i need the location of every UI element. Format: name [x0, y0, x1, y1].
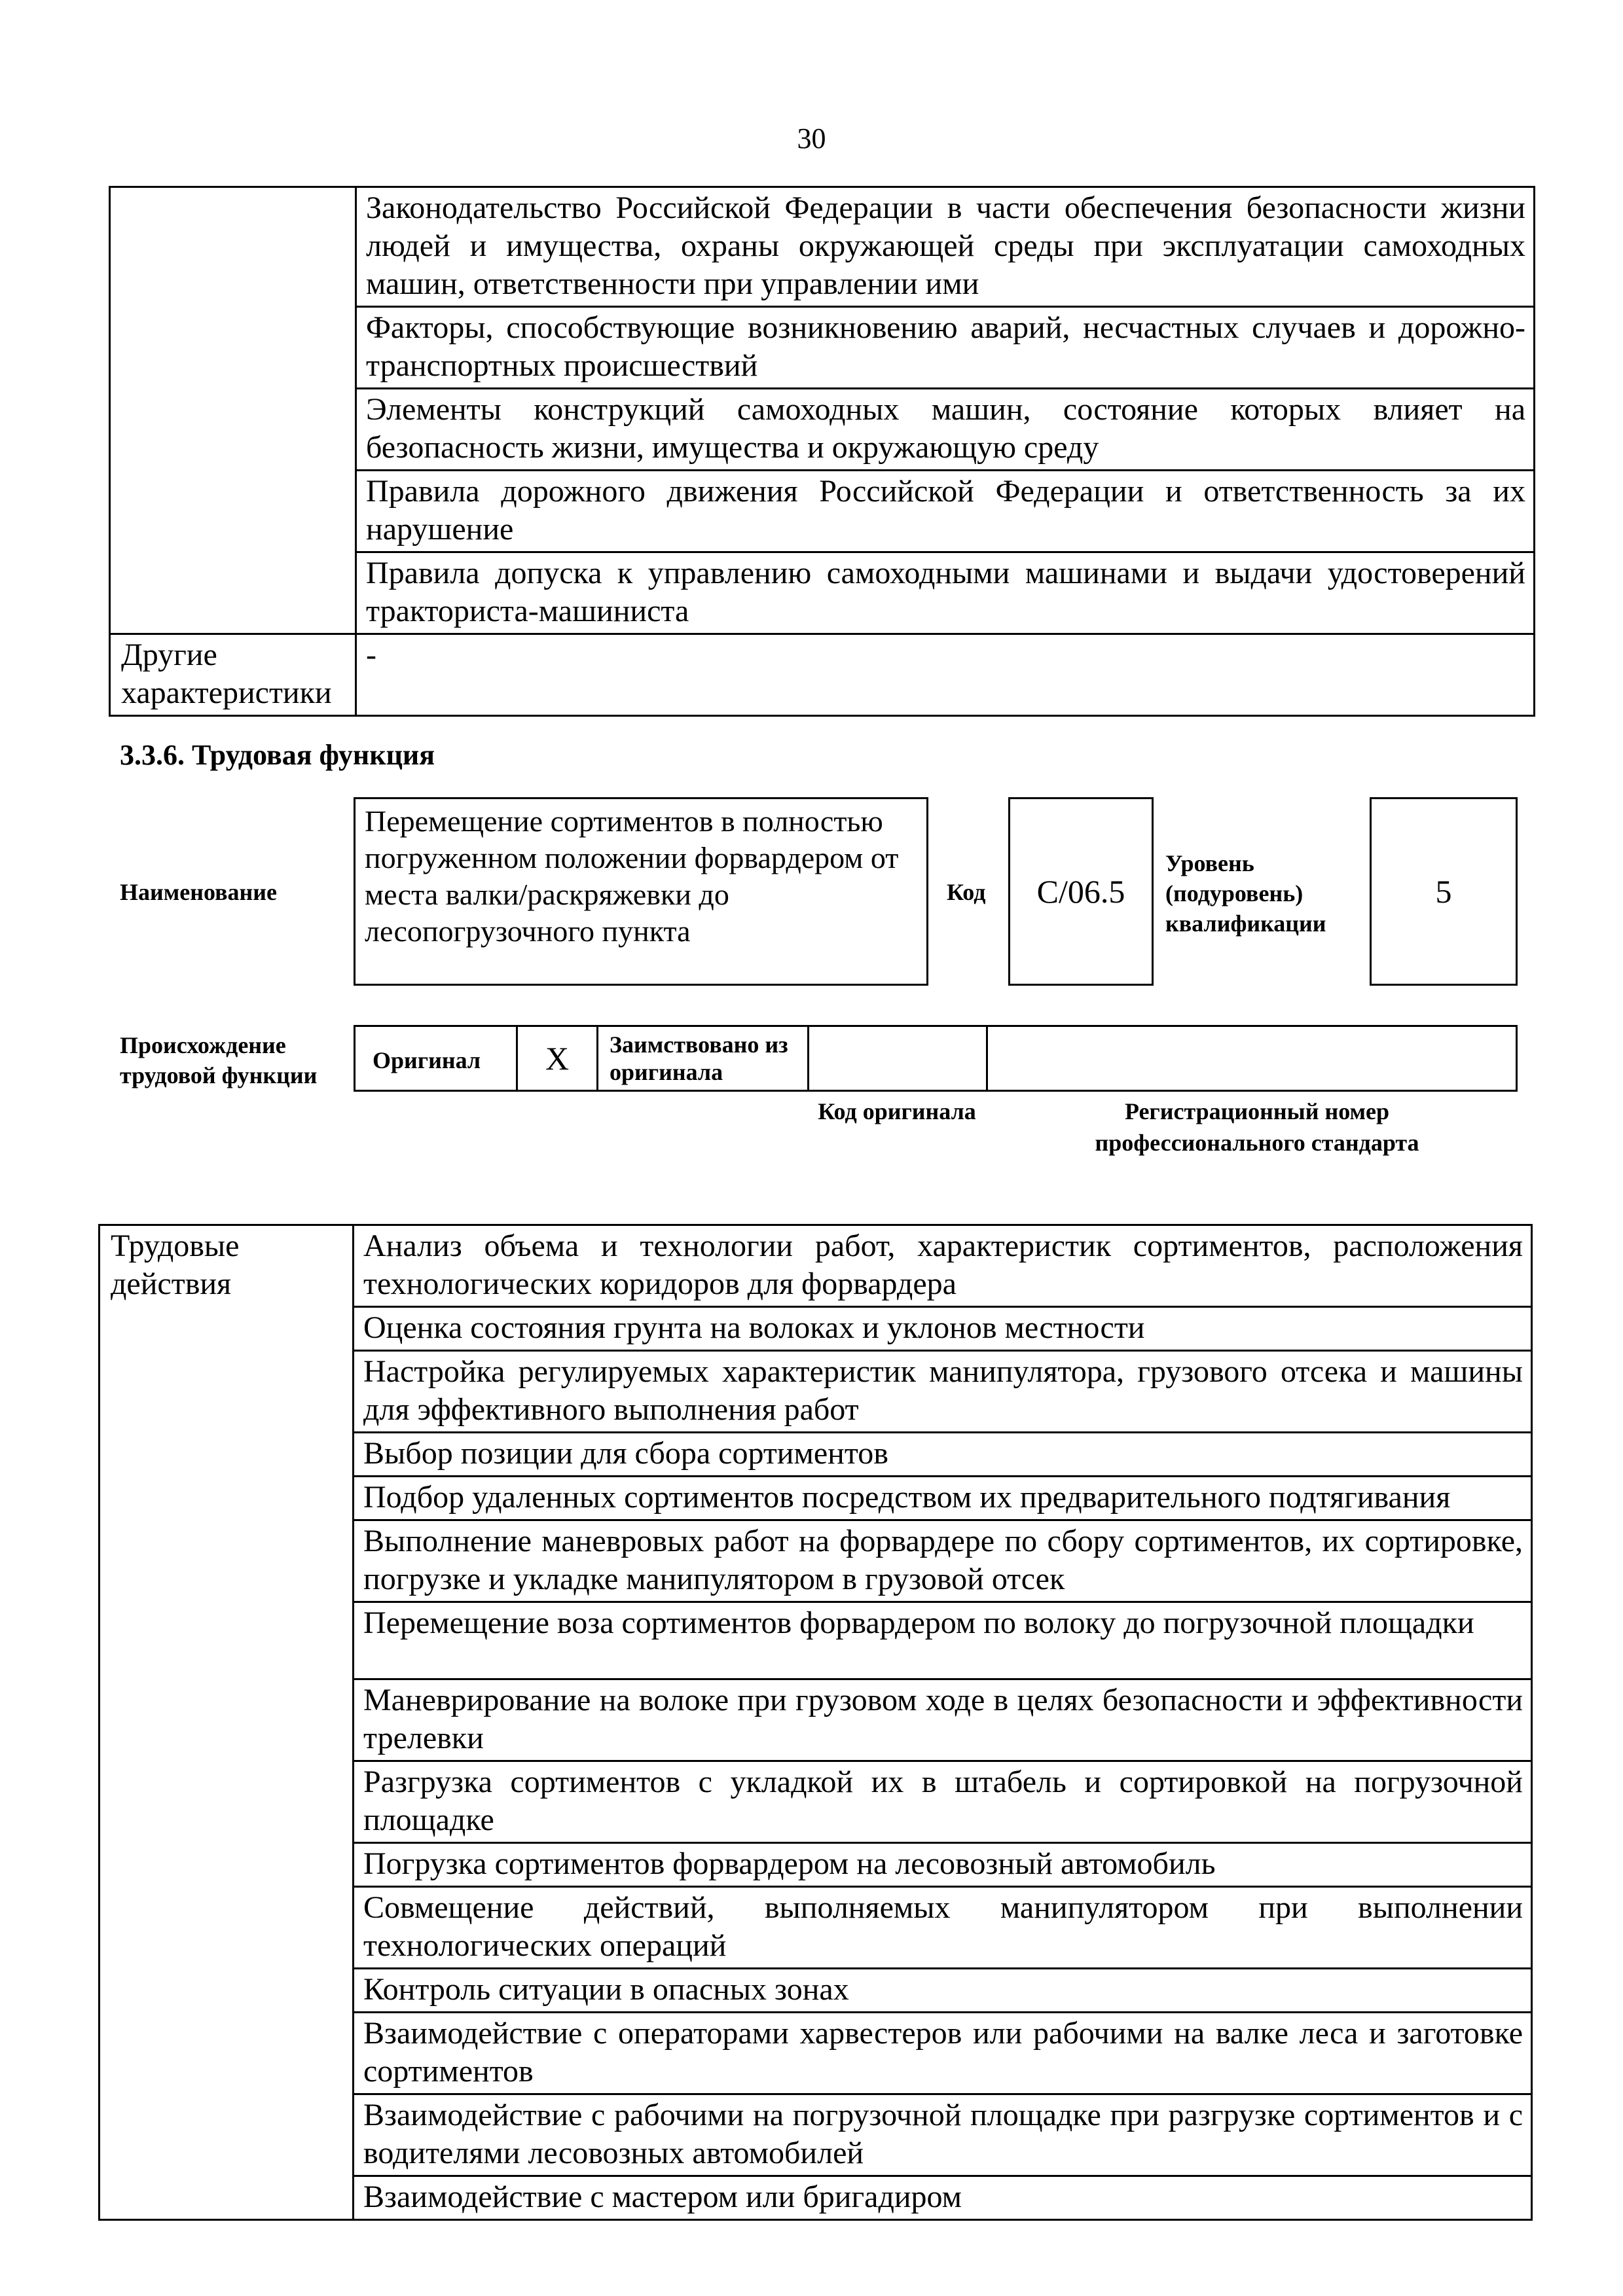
table-row: Выбор позиции для сбора сортиментов: [354, 1433, 1532, 1477]
table-row: Настройка регулируемых характеристик манипулятора, грузового отсека и машины для эффективного выполнения работ: [354, 1351, 1532, 1433]
table-row: Контроль ситуации в опасных зонах: [354, 1969, 1532, 2013]
code-label: Код: [947, 879, 986, 905]
other-characteristics-value: -: [356, 634, 1535, 716]
divider: [596, 1025, 598, 1092]
divider: [986, 1025, 988, 1092]
function-name-value: Перемещение сортиментов в полностью погруженном положении форвардером от места валки/раскряжевки до лесопогрузочного пункта: [365, 804, 899, 948]
empty-label-cell: [110, 187, 356, 634]
section-title: 3.3.6. Трудовая функция: [120, 739, 435, 771]
code-origin-caption: Код оригинала: [818, 1098, 976, 1124]
original-label: Оригинал: [373, 1047, 481, 1073]
function-name-box: [354, 797, 928, 986]
labor-actions-label: Трудовые действия: [100, 1225, 354, 2220]
labor-actions-table: [98, 1224, 1533, 2221]
table-row: Оценка состояния грунта на волоках и уклонов местности: [354, 1307, 1532, 1351]
original-mark: Х: [545, 1040, 570, 1077]
code-box: [1008, 797, 1154, 986]
table-row: Выполнение маневровых работ на форвардере по сбору сортиментов, их сортировке, погрузке и укладке манипулятором в грузовой отсек: [354, 1520, 1532, 1602]
origin-label: Происхождение трудовой функции: [120, 1032, 318, 1088]
table-row: Разгрузка сортиментов с укладкой их в штабель и сортировкой на погрузочной площадке: [354, 1761, 1532, 1843]
table-row: Анализ объема и технологии работ, характеристик сортиментов, расположения технологических коридоров для форвардера: [354, 1225, 1532, 1307]
table-row: Маневрирование на волоке при грузовом ходе в целях безопасности и эффективности трелевки: [354, 1679, 1532, 1761]
table-row: Взаимодействие с рабочими на погрузочной площадке при разгрузке сортиментов и с водителями лесовозных автомобилей: [354, 2094, 1532, 2176]
table-row: Элементы конструкций самоходных машин, состояние которых влияет на безопасность жизни, имущества и окружающую среду: [356, 389, 1535, 471]
table-row: Перемещение воза сортиментов форвардером по волоку до погрузочной площадки: [354, 1602, 1532, 1679]
table-row: Правила допуска к управлению самоходными машинами и выдачи удостоверений тракториста-машиниста: [356, 552, 1535, 634]
level-box: [1370, 797, 1518, 986]
page-number: 30: [797, 122, 826, 154]
level-value: 5: [1435, 873, 1452, 910]
table-row: Законодательство Российской Федерации в части обеспечения безопасности жизни людей и имущества, охраны окружающей среды при эксплуатации самоходных машин, ответственности при управлении ими: [356, 187, 1535, 307]
reg-number-caption: Регистрационный номер профессионального стандарта: [1095, 1098, 1419, 1156]
name-label: Наименование: [120, 879, 277, 905]
table-row: Правила дорожного движения Российской Федерации и ответственность за их нарушение: [356, 471, 1535, 552]
table-row: Совмещение действий, выполняемых манипулятором при выполнении технологических операций: [354, 1887, 1532, 1969]
knowledge-table: [109, 186, 1535, 717]
other-characteristics-label: Другие характеристики: [110, 634, 356, 716]
table-row: Взаимодействие с мастером или бригадиром: [354, 2176, 1532, 2220]
level-label: Уровень (подуровень) квалификации: [1165, 850, 1326, 937]
origin-box: [354, 1025, 1518, 1092]
borrowed-label: Заимствовано из оригинала: [610, 1031, 788, 1085]
table-row: Погрузка сортиментов форвардером на лесовозный автомобиль: [354, 1843, 1532, 1887]
table-row: Подбор удаленных сортиментов посредством их предварительного подтягивания: [354, 1477, 1532, 1520]
table-row: Факторы, способствующие возникновению аварий, несчастных случаев и дорожно-транспортных происшествий: [356, 307, 1535, 389]
table-row: Взаимодействие с операторами харвестеров или рабочими на валке леса и заготовке сортиментов: [354, 2013, 1532, 2094]
divider: [807, 1025, 809, 1092]
code-value: С/06.5: [1036, 873, 1125, 910]
